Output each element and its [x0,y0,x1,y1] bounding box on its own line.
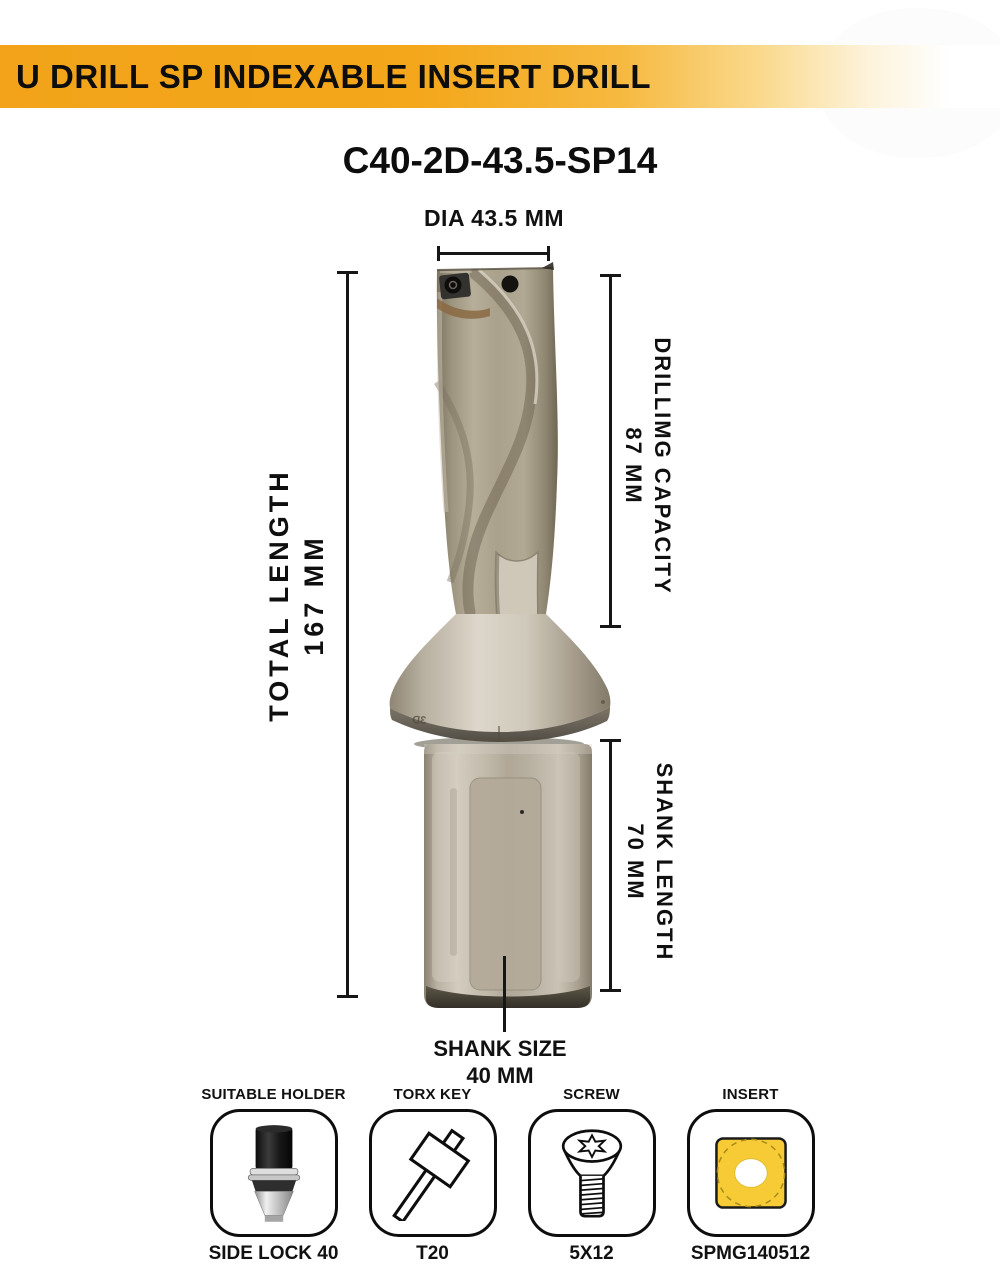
accessory-screw [521,1086,662,1265]
product-title: C40-2D-43.5-SP14 [342,140,658,181]
header-banner [0,45,1000,108]
shank-length-text: SHANK LENGTH [652,762,678,962]
accessory-box [528,1109,656,1237]
total-length-text: TOTAL LENGTH [264,468,294,722]
coolant-hole [502,276,519,293]
drilling-capacity-value: 87 MM [621,427,647,505]
accessory-header: SCREW [563,1086,620,1103]
accessory-header: SUITABLE HOLDER [201,1086,346,1103]
insert-screw-icon [445,277,462,294]
shank-length-value: 70 MM [623,823,649,901]
shank-size-label [350,1035,650,1089]
total-length-dimension-line [346,271,349,998]
shank-size-pointer-line [503,956,506,1032]
total-length-label [265,415,329,775]
drilling-capacity-text: DRILLIMG CAPACITY [650,337,676,595]
shank-size-value: 40 MM [466,1063,534,1088]
drill-product-image [380,252,620,1022]
collar-marking: 3D [411,714,427,727]
torx-screw-icon [544,1125,640,1221]
accessory-insert [680,1086,821,1265]
accessory-box [210,1109,338,1237]
accessory-torx-key [362,1086,503,1265]
accessory-header: INSERT [722,1086,779,1103]
accessory-caption: 5X12 [569,1243,614,1264]
insert-center-hole [734,1159,767,1188]
accessory-holder [203,1086,344,1265]
diameter-label: DIA 43.5 MM [423,205,565,231]
drilling-capacity-dimension-line [609,274,612,628]
accessory-caption: SPMG140512 [690,1243,811,1264]
side-lock-holder-icon [228,1121,320,1225]
shank-length-dimension-line [609,739,612,992]
shank-size-text: SHANK SIZE [433,1036,567,1061]
shank-engraving-mark [450,788,457,956]
accessory-box [687,1109,815,1237]
shank-highlight-right [556,752,580,982]
accessory-header: TORX KEY [393,1086,472,1103]
carbide-insert-icon [703,1125,799,1221]
total-length-value: 167 MM [299,534,329,656]
banner-title: U DRILL SP INDEXABLE INSERT DRILL [16,57,651,95]
accessory-caption: T20 [416,1243,449,1264]
accessory-caption: SIDE LOCK 40 [208,1243,339,1264]
diameter-dimension-line [437,252,550,255]
accessory-box [369,1109,497,1237]
shank-length-label [621,742,679,982]
drilling-capacity-label [619,316,677,616]
torx-key-icon [385,1125,481,1221]
collar-mark-right [601,700,605,704]
shank-nick [520,810,524,814]
accessories-row [203,1086,823,1265]
